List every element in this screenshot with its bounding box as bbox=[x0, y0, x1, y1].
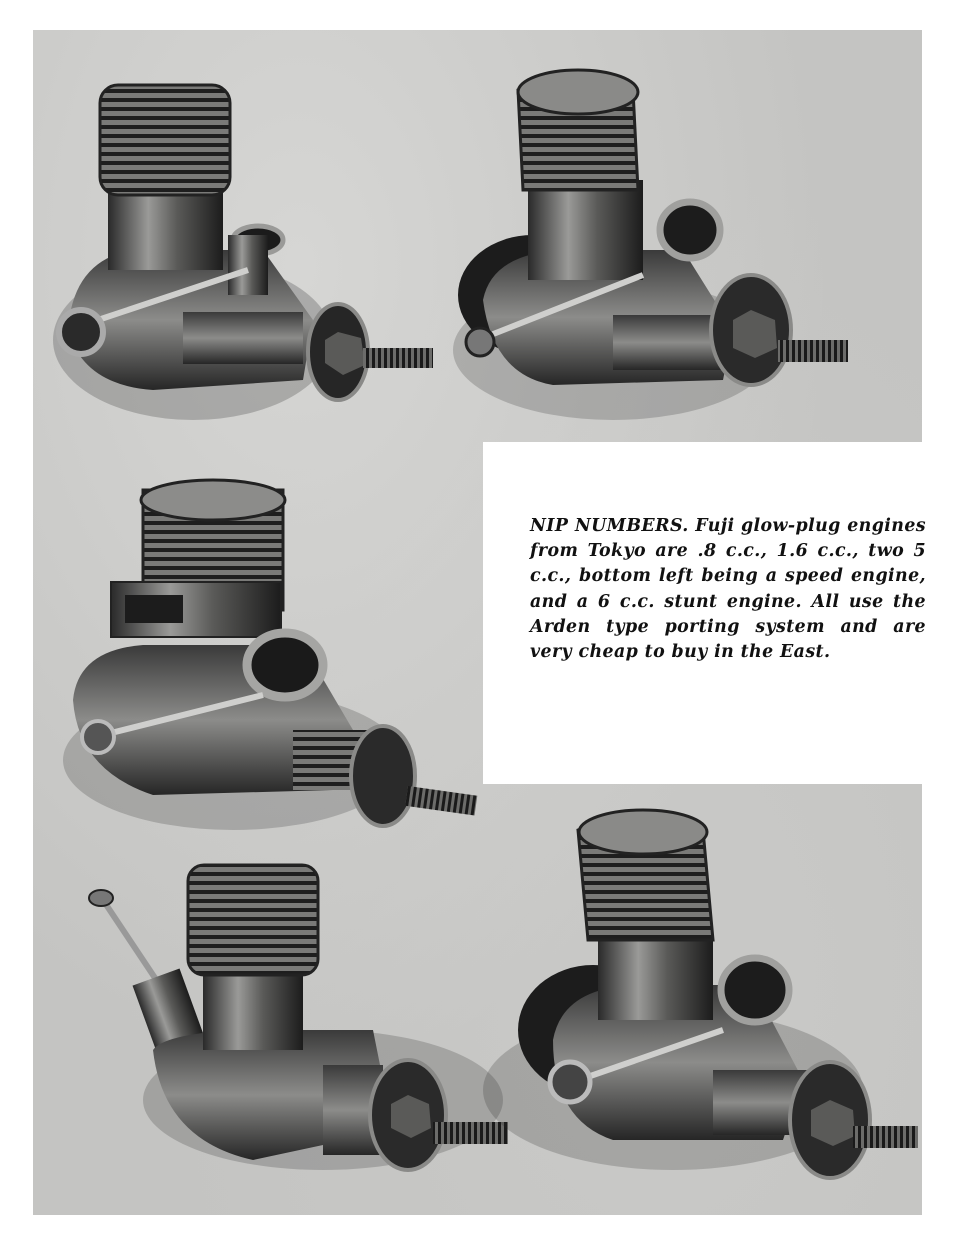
caption-text bbox=[530, 514, 926, 665]
engine-top-left bbox=[53, 85, 433, 420]
engine-top-right bbox=[453, 70, 848, 420]
engine-middle-left bbox=[63, 480, 477, 830]
engine-bottom-right bbox=[483, 810, 918, 1178]
caption-heading: NIP NUMBERS. bbox=[530, 516, 689, 536]
engine-bottom-left bbox=[89, 865, 508, 1170]
caption-body: Fuji glow-plug engines from Tokyo are .8 c.c., 1.6 c.c., two 5 c.c., bottom left being a speed engine, and a 6 c.c. stunt engine. All use the Arden type porting system and are very cheap to buy in the East. bbox=[530, 516, 926, 663]
